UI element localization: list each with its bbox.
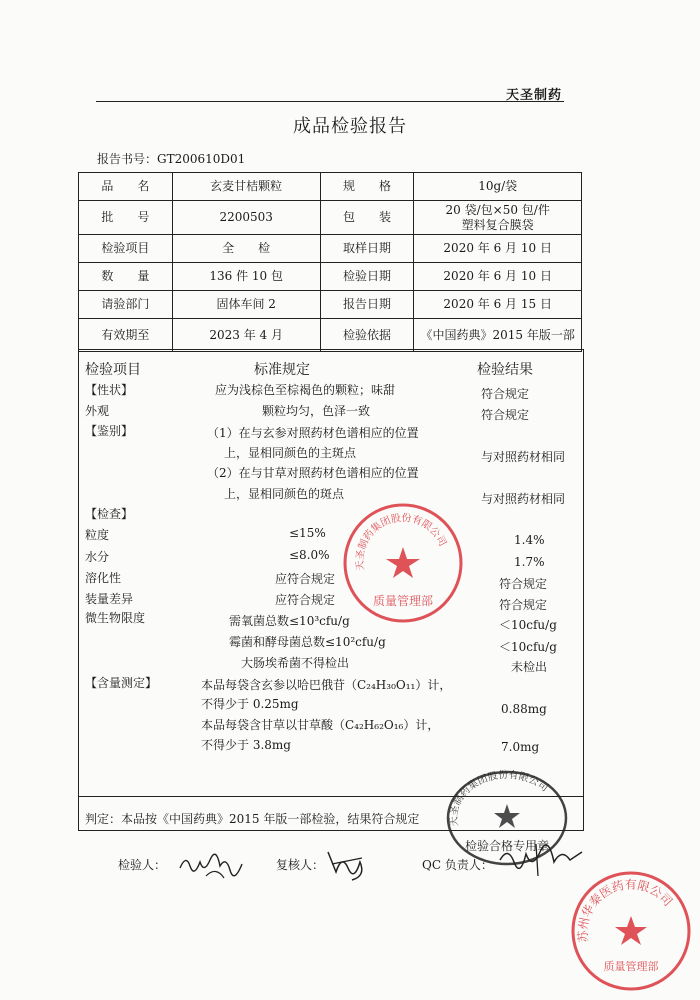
result-text: 1.7% [514,555,545,569]
info-value: 2020 年 6 月 15 日 [414,291,582,319]
info-label: 品 名 [79,173,173,201]
standard-text: 不得少于 3.8mg [201,738,291,752]
result-text: 符合规定 [481,387,530,401]
info-label: 检验项目 [79,235,173,263]
standard-text: 大肠埃希菌不得检出 [241,656,350,670]
info-label: 规 格 [320,173,414,201]
results-box [78,349,584,831]
info-value: 10g/袋 [414,173,582,201]
item-label: 【性状】 [85,383,134,397]
item-label: 外观 [85,404,110,418]
standard-text: 需氧菌总数≤10³cfu/g [229,614,350,628]
info-label: 数 量 [79,263,173,291]
packaging-material: 塑料复合膜袋 [461,217,534,232]
info-label: 请验部门 [79,291,173,319]
info-value: 《中国药典》2015 年版一部 [414,319,582,352]
verdict-text: 判定：本品按《中国药典》2015 年版一部检验，结果符合规定 [85,812,420,826]
info-label: 报告日期 [320,291,414,319]
item-label: 水分 [85,550,110,564]
result-text: 符合规定 [499,577,548,591]
info-value: 玄麦甘桔颗粒 [172,173,320,201]
item-label: 【鉴别】 [85,424,134,438]
standard-text: 霉菌和酵母菌总数≤10²cfu/g [229,635,386,649]
standard-text: 应为浅棕色至棕褐色的颗粒；味甜 [215,383,396,397]
report-number: 报告书号：GT200610D01 [97,152,246,166]
standard-text: （1）在与玄参对照药材色谱相应的位置 [207,426,419,440]
info-value: 136 件 10 包 [172,263,320,291]
standard-text: 上，显相同颜色的斑点 [224,487,345,501]
standard-text: 颗粒均匀，色泽一致 [262,404,371,418]
item-label: 微生物限度 [85,611,146,625]
svg-text:质量管理部: 质量管理部 [372,594,434,608]
qc-label: QC 负责人： [422,858,493,872]
standard-text: 应符合规定 [275,572,336,586]
item-label: 粒度 [85,528,110,542]
standard-text: 应符合规定 [275,593,336,607]
distributor-seal [568,868,694,994]
result-text: ＜10cfu/g [499,640,557,654]
result-text: 与对照药材相同 [481,492,566,506]
info-row [79,201,582,235]
info-table [78,172,582,352]
standard-text: 上，显相同颜色的主斑点 [224,446,357,460]
result-text: 7.0mg [501,740,540,754]
standard-text: ≤15% [289,526,326,540]
info-row [79,291,582,319]
result-text: 与对照药材相同 [481,450,566,464]
result-text: 未检出 [511,660,548,674]
info-value: 2020 年 6 月 10 日 [414,263,582,291]
info-value: 固体车间 2 [172,291,320,319]
svg-text:苏州华秦医药有限公司: 苏州华秦医药有限公司 [575,877,676,943]
packaging-line: 20 袋/包×50 包/件 [445,202,550,217]
info-row [79,173,582,201]
info-label: 批 号 [79,201,173,235]
item-label: 【含量测定】 [85,676,158,690]
info-row [79,263,582,291]
result-text: 1.4% [514,533,545,547]
svg-text:天圣制药集团股份有限公司: 天圣制药集团股份有限公司 [354,512,448,571]
quality-seal [340,500,466,626]
company-name: 天圣制药 [505,88,562,103]
svg-text:质量管理部: 质量管理部 [603,960,659,973]
info-value: 2200503 [172,201,320,235]
header-item: 检验项目 [85,362,141,378]
svg-text:检验合格专用章: 检验合格专用章 [464,839,550,853]
info-label: 检验依据 [320,319,414,352]
inspector-signature [176,846,246,886]
info-value [414,201,582,235]
header-rule [96,101,564,102]
reviewer-label: 复核人： [276,858,325,872]
inspector-label: 检验人： [118,858,167,872]
header-result: 检验结果 [477,362,533,378]
standard-text: 本品每袋含玄参以哈巴俄苷（C₂₄H₃₀O₁₁）计， [201,678,452,692]
info-value: 全 检 [172,235,320,263]
item-label: 溶化性 [85,571,122,585]
result-text: 符合规定 [499,598,548,612]
info-row [79,235,582,263]
info-label: 取样日期 [320,235,414,263]
page-title: 成品检验报告 [293,116,407,137]
reviewer-signature [322,842,372,886]
result-text: 0.88mg [501,702,547,716]
standard-text: ≤8.0% [289,548,330,562]
standard-text: （2）在与甘草对照药材色谱相应的位置 [207,466,419,480]
item-label: 【检查】 [85,507,134,521]
standard-text: 不得少于 0.25mg [201,697,299,711]
svg-text:天圣制药集团股份有限公司: 天圣制药集团股份有限公司 [448,769,550,827]
info-label: 包 装 [320,201,414,235]
result-text: 符合规定 [481,408,530,422]
info-value: 2023 年 4 月 [172,319,320,352]
info-value: 2020 年 6 月 10 日 [414,235,582,263]
info-label: 检验日期 [320,263,414,291]
standard-text: 本品每袋含甘草以甘草酸（C₄₂H₆₂O₁₆）计， [201,718,440,732]
inspection-stamp [444,766,570,868]
info-label: 有效期至 [79,319,173,352]
info-row [79,319,582,352]
item-label: 装量差异 [85,592,134,606]
header-standard: 标准规定 [254,362,310,378]
result-text: ＜10cfu/g [499,618,557,632]
